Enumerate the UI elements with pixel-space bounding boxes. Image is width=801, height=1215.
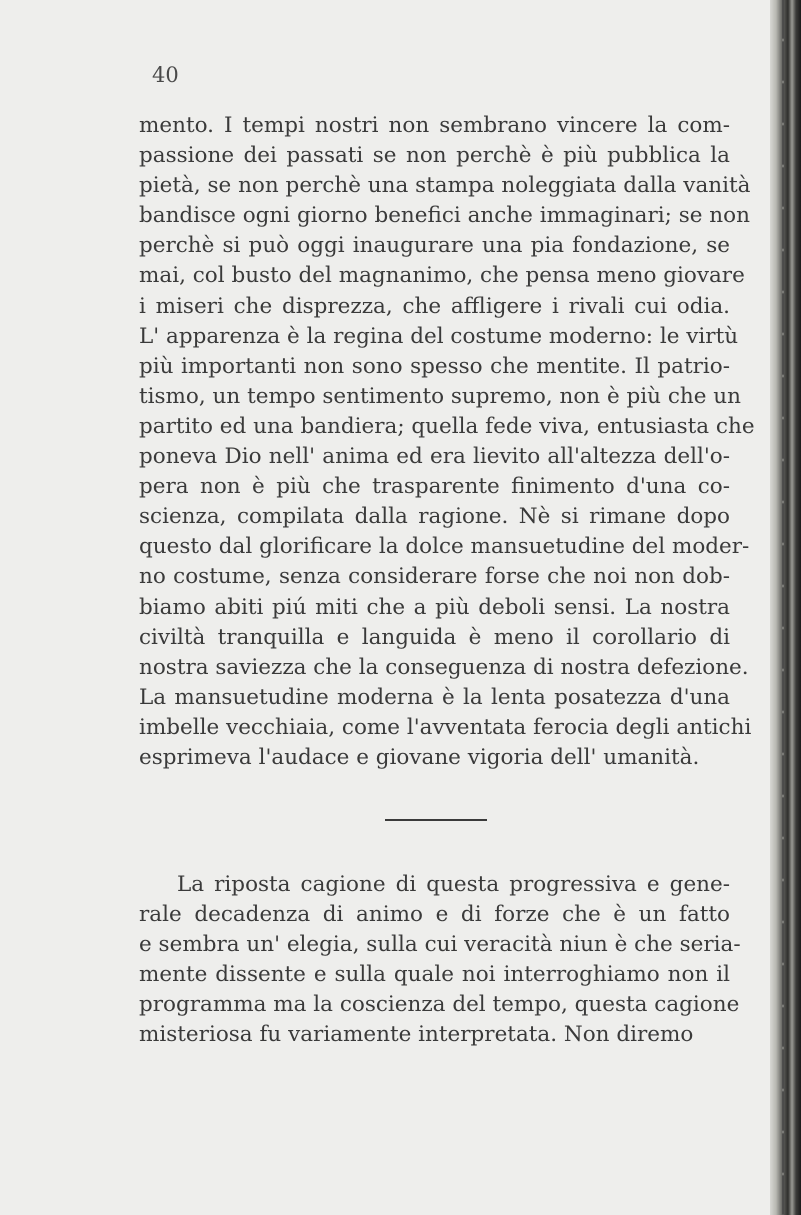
text-line: perchè si può oggi inaugurare una pia fondazione, se [139, 233, 730, 259]
text-line: civiltà tranquilla e languida è meno il corollario di [139, 624, 730, 650]
text-line: imbelle vecchiaia, come l'avventata ferocia degli antichi [139, 714, 752, 740]
text-line: L' apparenza è la regina del costume moderno: le virtù [139, 323, 739, 349]
text-line: La riposta cagione di questa progressiva e gene- [177, 872, 730, 897]
text-line: passione dei passati se non perchè è più pubblica la [139, 143, 730, 169]
paragraph-2 [139, 870, 741, 1051]
text-line: i miseri che disprezza, che affligere i rivali cui odia. [139, 293, 730, 319]
text-line: misteriosa fu variamente interpretata. Non diremo [139, 1022, 694, 1048]
text-line: nostra saviezza che la conseguenza di nostra defezione. [139, 654, 749, 680]
text-line: biamo abiti piú miti che a più deboli sensi. La nostra [139, 594, 730, 620]
text-line: mente dissente e sulla quale noi interroghiamo non il [139, 962, 730, 988]
section-divider [385, 819, 487, 821]
text-line: tismo, un tempo sentimento supremo, non è più che un [139, 383, 741, 409]
text-line: mai, col busto del magnanimo, che pensa meno giovare [139, 263, 745, 289]
text-line: La mansuetudine moderna è la lenta posatezza d'una [139, 684, 730, 710]
text-line: bandisce ogni giorno benefici anche immaginari; se non [139, 203, 750, 229]
text-line: pera non è più che trasparente finimento d'una co- [139, 474, 730, 500]
text-line: esprimeva l'audace e giovane vigoria dell' umanità. [139, 744, 700, 770]
text-line: programma ma la coscienza del tempo, questa cagione [139, 992, 740, 1018]
text-line: scienza, compilata dalla ragione. Nè si rimane dopo [139, 504, 730, 530]
text-line: mento. I tempi nostri non sembrano vincere la com- [139, 113, 730, 138]
text-line: più importanti non sono spesso che mentite. Il patrio- [139, 353, 730, 379]
text-line: e sembra un' elegia, sulla cui veracità niun è che seria- [139, 932, 741, 958]
text-line: pietà, se non perchè una stampa noleggiata dalla vanità [139, 173, 751, 199]
book-binding-edge [770, 0, 801, 1215]
text-line: questo dal glorificare la dolce mansuetudine del moder- [139, 534, 750, 560]
page-number: 40 [152, 63, 179, 87]
paragraph-1 [139, 111, 755, 773]
text-line: no costume, senza considerare forse che noi non dob- [139, 564, 730, 590]
text-line: partito ed una bandiera; quella fede viva, entusiasta che [139, 413, 755, 439]
text-line: poneva Dio nell' anima ed era lievito all'altezza dell'o- [139, 444, 730, 470]
text-line: rale decadenza di animo e di forze che è un fatto [139, 902, 730, 928]
